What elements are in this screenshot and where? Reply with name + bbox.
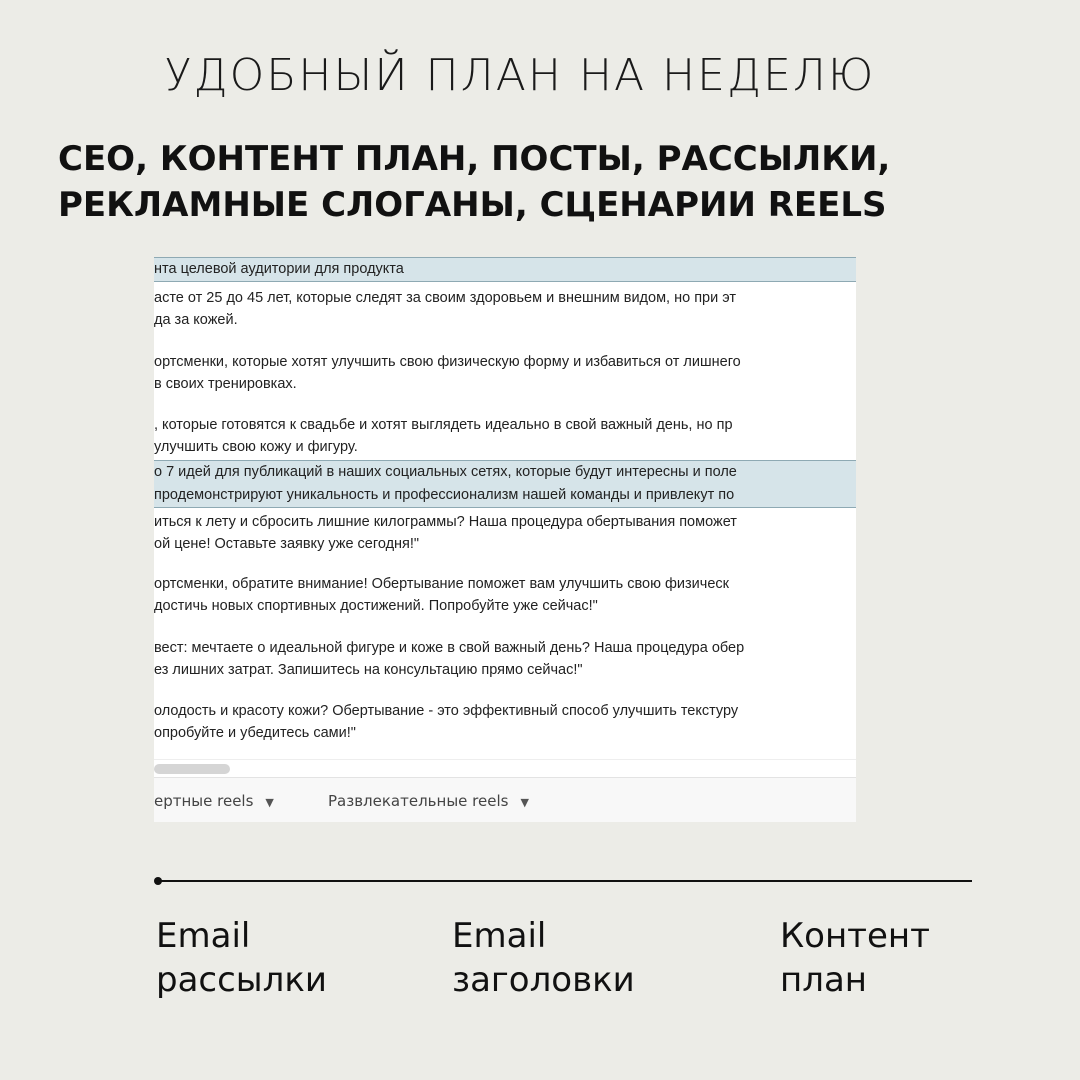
feature-line: Email [452, 916, 547, 956]
spreadsheet-screenshot [154, 257, 856, 822]
subtitle-line-2: РЕКЛАМНЫЕ СЛОГАНЫ, СЦЕНАРИИ REELS [58, 185, 887, 225]
cell-text-line: ез лишних затрат. Запишитесь на консультацию прямо сейчас!" [154, 662, 583, 678]
sheet-tab-expert-reels[interactable] [154, 792, 274, 810]
sheet-tab-entertainment-reels[interactable] [328, 792, 529, 810]
feature-content-plan [780, 914, 930, 1002]
cell-header-text: о 7 идей для публикаций в наших социальных сетях, которые будут интересны и поле [154, 464, 737, 480]
horizontal-scrollbar[interactable] [154, 759, 856, 776]
feature-email-headlines [452, 914, 635, 1002]
chevron-down-icon[interactable]: ▼ [265, 796, 274, 809]
cell-text-line: иться к лету и сбросить лишние килограммы? Наша процедура обертывания поможет [154, 514, 737, 530]
cell-text-line: асте от 25 до 45 лет, которые следят за своим здоровьем и внешним видом, но при эт [154, 290, 736, 306]
page-title: УДОБНЫЙ ПЛАН НА НЕДЕЛЮ [164, 50, 876, 101]
cell-text-line: , которые готовятся к свадьбе и хотят выглядеть идеально в свой важный день, но пр [154, 417, 733, 433]
cell-text-line: ортсменки, которые хотят улучшить свою физическую форму и избавиться от лишнего [154, 354, 741, 370]
cell-text-line: олодость и красоту кожи? Обертывание - это эффективный способ улучшить текстуру [154, 703, 739, 719]
cell-text-line: вест: мечтаете о идеальной фигуре и коже в свой важный день? Наша процедура обер [154, 640, 745, 656]
cell-header-text: нта целевой аудитории для продукта [154, 261, 404, 277]
cell-header-audience[interactable] [154, 257, 856, 282]
cell-text-line: опробуйте и убедитесь сами!" [154, 725, 356, 741]
sheet-tab-label: ертные reels [154, 792, 254, 810]
feature-line: Email [156, 916, 251, 956]
sheet-tab-label: Развлекательные reels [328, 792, 509, 810]
cell-header-ideas[interactable] [154, 460, 856, 508]
scrollbar-thumb[interactable] [154, 764, 230, 774]
cell-text-line: в своих тренировках. [154, 376, 297, 392]
cell-text-line: улучшить свою кожу и фигуру. [154, 439, 358, 455]
feature-line: план [780, 960, 868, 1000]
cell-text-line: ортсменки, обратите внимание! Обертывание поможет вам улучшить свою физическ [154, 576, 729, 592]
feature-email-newsletters [156, 914, 327, 1002]
timeline-line [158, 880, 972, 882]
cell-text-line: ой цене! Оставьте заявку уже сегодня!" [154, 536, 420, 552]
cell-header-text: продемонстрируют уникальность и профессионализм нашей команды и привлекут по [154, 487, 735, 503]
feature-line: рассылки [156, 960, 328, 1000]
cell-text-line: да за кожей. [154, 312, 238, 328]
feature-line: заголовки [452, 960, 635, 1000]
cell-text-line: достичь новых спортивных достижений. Попробуйте уже сейчас!" [154, 598, 598, 614]
chevron-down-icon[interactable]: ▼ [520, 796, 529, 809]
page-subtitle [58, 136, 1048, 228]
sheet-tab-bar [154, 777, 856, 822]
subtitle-line-1: СЕО, КОНТЕНТ ПЛАН, ПОСТЫ, РАССЫЛКИ, [58, 139, 891, 179]
feature-line: Контент [780, 916, 930, 956]
